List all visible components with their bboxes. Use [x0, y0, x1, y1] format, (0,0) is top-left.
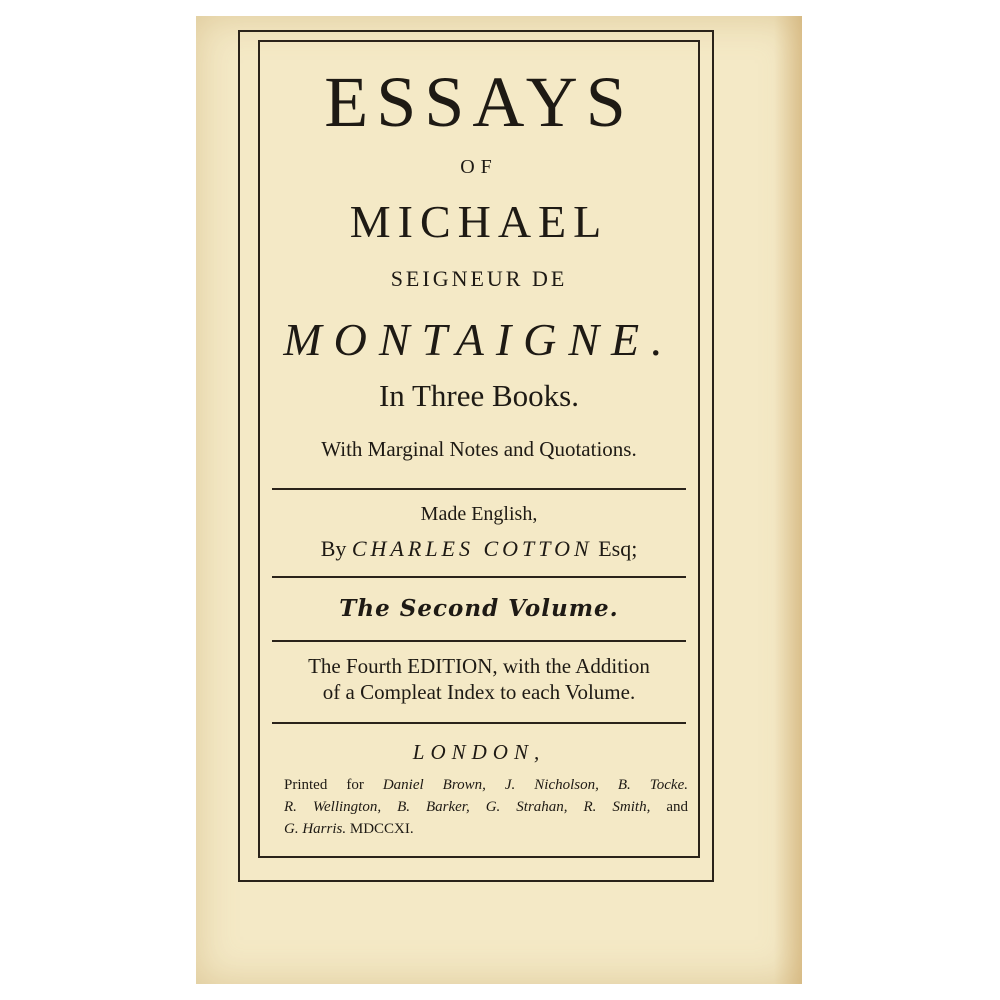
divider-rule — [272, 488, 686, 490]
author-surname: MONTAIGNE. — [283, 314, 675, 365]
divider-rule — [272, 640, 686, 642]
translator-line — [258, 532, 700, 566]
book-title: ESSAYS — [324, 62, 634, 142]
imprint-line-1 — [284, 774, 688, 796]
books-count: In Three Books. — [378, 378, 580, 413]
imprint-printers-1: Daniel Brown, J. Nicholson, B. Tocke. — [382, 777, 688, 793]
imprint-city: LONDON, — [412, 740, 546, 764]
volume-label: The Second Volume. — [339, 595, 619, 622]
notes-line: With Marginal Notes and Quotations. — [321, 437, 637, 461]
author-title: SEIGNEUR DE — [390, 266, 568, 291]
imprint-printed-for: Printed for — [284, 777, 364, 793]
title-connector: OF — [460, 156, 498, 178]
imprint-printers-2: R. Wellington, B. Barker, G. Strahan, R. Smith, — [284, 799, 651, 815]
divider-rule — [272, 576, 686, 578]
imprint-line-3 — [284, 818, 688, 840]
author-first-name: MICHAEL — [349, 196, 609, 247]
edition-line-1: The Fourth EDITION, with the Addition — [308, 654, 650, 678]
edition-line-2: of a Compleat Index to each Volume. — [322, 680, 636, 704]
imprint-line-2 — [284, 796, 688, 818]
translator-name: CHARLES COTTON — [351, 536, 593, 561]
translator-by: By — [320, 536, 347, 561]
made-english-line: Made English, — [420, 503, 538, 525]
divider-rule — [272, 722, 686, 724]
imprint-year: MDCCXI. — [349, 821, 414, 837]
page-edge-shadow — [774, 16, 802, 984]
imprint-and: and — [666, 799, 689, 815]
translator-suffix: Esq; — [598, 536, 638, 561]
imprint-printers-3: G. Harris. — [284, 821, 347, 837]
